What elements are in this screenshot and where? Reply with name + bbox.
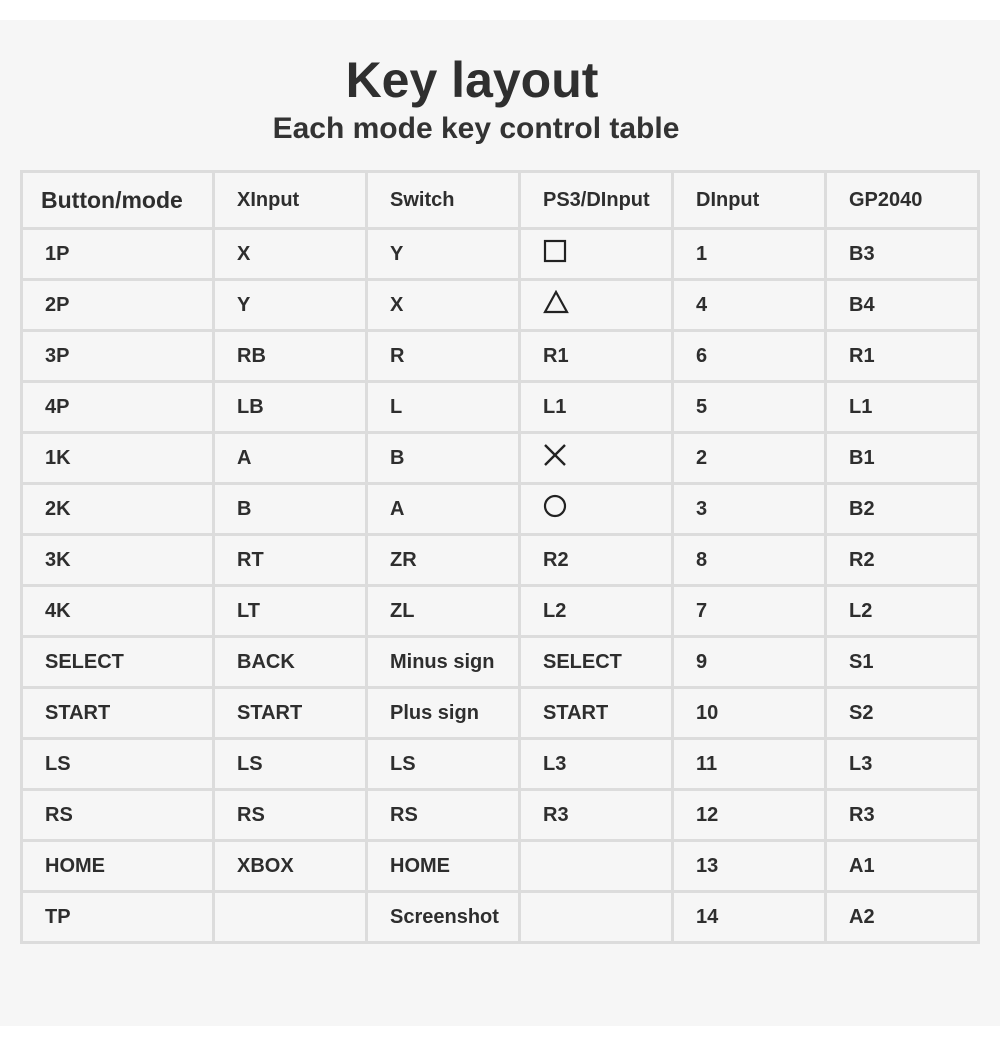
cell-dinput: 4 [673,280,826,331]
cell-ps3-dinput: L2 [520,586,673,637]
cell-switch: X [367,280,520,331]
cell-button-mode: 3P [22,331,214,382]
cell-switch: HOME [367,841,520,892]
cell-button-mode: 4K [22,586,214,637]
cell-dinput: 14 [673,892,826,943]
circle-icon [543,494,567,524]
cell-button-mode: 4P [22,382,214,433]
cell-button-mode: SELECT [22,637,214,688]
table-row [22,382,979,433]
page-title: Key layout [345,52,599,108]
cell-ps3-dinput [520,841,673,892]
cell-dinput: 10 [673,688,826,739]
cell-xinput: LT [214,586,367,637]
cell-xinput: XBOX [214,841,367,892]
triangle-icon [543,290,569,320]
cell-switch: Screenshot [367,892,520,943]
cell-switch: ZR [367,535,520,586]
cell-gp2040: B2 [826,484,979,535]
table-row [22,892,979,943]
table-row [22,280,979,331]
table-row [22,331,979,382]
square-icon [543,239,567,269]
table-row [22,586,979,637]
cell-ps3-dinput: R2 [520,535,673,586]
header-dinput: DInput [673,172,826,229]
table-row [22,433,979,484]
table-body [22,229,979,943]
cell-switch: R [367,331,520,382]
cell-gp2040: S1 [826,637,979,688]
cell-dinput: 2 [673,433,826,484]
cell-xinput [214,892,367,943]
cell-gp2040: L1 [826,382,979,433]
table-row [22,790,979,841]
cell-ps3-dinput [520,433,673,484]
cell-gp2040: B3 [826,229,979,280]
header-ps3-dinput: PS3/DInput [520,172,673,229]
cell-switch: A [367,484,520,535]
content-panel [0,20,1000,1026]
cell-gp2040: A1 [826,841,979,892]
cell-button-mode: RS [22,790,214,841]
cell-gp2040: R3 [826,790,979,841]
key-control-table [20,170,980,944]
cell-button-mode: 3K [22,535,214,586]
header-xinput: XInput [214,172,367,229]
cell-switch: Plus sign [367,688,520,739]
cell-button-mode: 1K [22,433,214,484]
cell-gp2040: B4 [826,280,979,331]
cell-button-mode: LS [22,739,214,790]
cell-button-mode: 1P [22,229,214,280]
cell-button-mode: TP [22,892,214,943]
cross-icon [543,443,567,473]
cell-gp2040: L3 [826,739,979,790]
header-switch: Switch [367,172,520,229]
cell-gp2040: S2 [826,688,979,739]
cell-switch: ZL [367,586,520,637]
cell-switch: Minus sign [367,637,520,688]
cell-button-mode: HOME [22,841,214,892]
cell-dinput: 8 [673,535,826,586]
cell-dinput: 3 [673,484,826,535]
cell-gp2040: A2 [826,892,979,943]
cell-dinput: 12 [673,790,826,841]
cell-xinput: B [214,484,367,535]
cell-dinput: 6 [673,331,826,382]
cell-gp2040: B1 [826,433,979,484]
cell-switch: Y [367,229,520,280]
cell-switch: LS [367,739,520,790]
cell-ps3-dinput [520,229,673,280]
cell-xinput: RS [214,790,367,841]
cell-ps3-dinput: R3 [520,790,673,841]
cell-xinput: A [214,433,367,484]
cell-gp2040: R1 [826,331,979,382]
cell-gp2040: L2 [826,586,979,637]
cell-ps3-dinput: L3 [520,739,673,790]
table-header-row [22,172,979,229]
cell-xinput: RT [214,535,367,586]
cell-xinput: LB [214,382,367,433]
header-button-mode: Button/mode [22,172,214,229]
table-row [22,535,979,586]
cell-dinput: 9 [673,637,826,688]
cell-dinput: 11 [673,739,826,790]
table-row [22,739,979,790]
cell-ps3-dinput: SELECT [520,637,673,688]
cell-ps3-dinput: START [520,688,673,739]
cell-ps3-dinput [520,280,673,331]
header-gp2040: GP2040 [826,172,979,229]
table-row [22,484,979,535]
cell-gp2040: R2 [826,535,979,586]
cell-switch: L [367,382,520,433]
cell-xinput: X [214,229,367,280]
cell-dinput: 13 [673,841,826,892]
table-row [22,688,979,739]
cell-xinput: START [214,688,367,739]
cell-dinput: 7 [673,586,826,637]
cell-xinput: Y [214,280,367,331]
cell-ps3-dinput [520,484,673,535]
cell-xinput: LS [214,739,367,790]
cell-button-mode: START [22,688,214,739]
table-row [22,637,979,688]
cell-switch: B [367,433,520,484]
cell-dinput: 1 [673,229,826,280]
table-row [22,229,979,280]
cell-ps3-dinput: L1 [520,382,673,433]
cell-ps3-dinput [520,892,673,943]
cell-xinput: BACK [214,637,367,688]
table-row [22,841,979,892]
cell-button-mode: 2P [22,280,214,331]
cell-dinput: 5 [673,382,826,433]
cell-switch: RS [367,790,520,841]
cell-xinput: RB [214,331,367,382]
page-subtitle: Each mode key control table [272,112,680,145]
cell-button-mode: 2K [22,484,214,535]
cell-ps3-dinput: R1 [520,331,673,382]
